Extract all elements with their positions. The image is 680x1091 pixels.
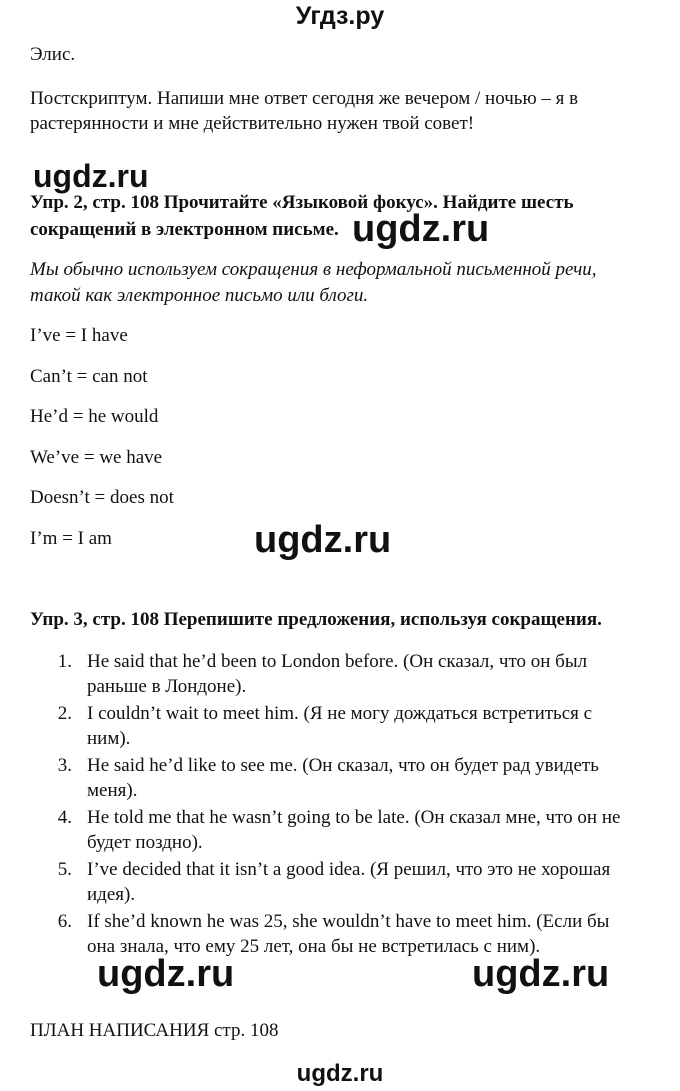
list-item-line-2: раньше в Лондоне).: [87, 676, 247, 697]
list-item-line-1: I couldn’t wait to meet him. (Я не могу дождаться встретиться с: [87, 703, 593, 724]
list-item-number: 2.: [57, 703, 72, 724]
list-item-line-1: If she’d known he was 25, she wouldn’t have to meet him. (Если бы: [87, 911, 610, 932]
list-item-number: 5.: [57, 859, 72, 880]
list-item-line-1: He said that he’d been to London before. (Он сказал, что он был: [87, 651, 588, 672]
list-item: [46, 806, 666, 856]
list-item-line-1: He told me that he wasn’t going to be late. (Он сказал мне, что он не: [87, 807, 621, 828]
exercise-2-title-line-2: сокращений в электронном письме.: [30, 219, 339, 240]
watermark: ugdz.ru: [33, 158, 149, 194]
list-item-number: 4.: [57, 807, 72, 828]
exercise-2-note-line-2: такой как электронное письмо или блоги.: [30, 285, 369, 306]
contraction-item: He’d = he would: [30, 406, 159, 427]
list-item-number: 1.: [57, 651, 72, 672]
list-item-line-2: идея).: [87, 884, 136, 905]
list-item-line-2: она знала, что ему 25 лет, она бы не встретилась с ним).: [87, 936, 541, 957]
list-item: [46, 754, 666, 804]
contraction-item: We’ve = we have: [30, 447, 163, 468]
contraction-item: I’ve = I have: [30, 325, 128, 346]
list-item: [46, 858, 666, 908]
list-item: [46, 650, 666, 700]
contraction-item: Doesn’t = does not: [30, 487, 174, 508]
list-item-number: 6.: [57, 911, 72, 932]
watermark: ugdz.ru: [97, 953, 235, 995]
exercise-2-title-line-1: Упр. 2, стр. 108 Прочитайте «Языковой фокус». Найдите шесть: [30, 192, 574, 213]
contraction-item: I’m = I am: [30, 528, 112, 549]
list-item-number: 3.: [57, 755, 72, 776]
watermark: ugdz.ru: [352, 208, 490, 250]
list-item-line-2: будет поздно).: [87, 832, 203, 853]
watermark: ugdz.ru: [472, 953, 610, 995]
list-item-line-1: I’ve decided that it isn’t a good idea. (Я решил, что это не хорошая: [87, 859, 611, 880]
list-item: [46, 702, 666, 752]
exercise-3-title: Упр. 3, стр. 108 Перепишите предложения, используя сокращения.: [30, 609, 602, 630]
plan-heading: ПЛАН НАПИСАНИЯ стр. 108: [30, 1020, 279, 1041]
watermark: ugdz.ru: [254, 519, 392, 561]
signature: Элис.: [30, 44, 76, 65]
postscript-line-2: растерянности и мне действительно нужен твой совет!: [30, 113, 475, 134]
header-watermark: Угдз.ру: [295, 2, 385, 30]
list-item-line-2: меня).: [87, 780, 138, 801]
exercise-2-note-line-1: Мы обычно используем сокращения в неформальной письменной речи,: [30, 259, 597, 280]
footer-watermark: ugdz.ru: [296, 1060, 384, 1087]
list-item-line-1: He said he’d like to see me. (Он сказал, что он будет рад увидеть: [87, 755, 599, 776]
list-item-line-2: ним).: [87, 728, 131, 749]
postscript-line-1: Постскриптум. Напиши мне ответ сегодня же вечером / ночью – я в: [30, 88, 579, 109]
contraction-item: Can’t = can not: [30, 366, 148, 387]
